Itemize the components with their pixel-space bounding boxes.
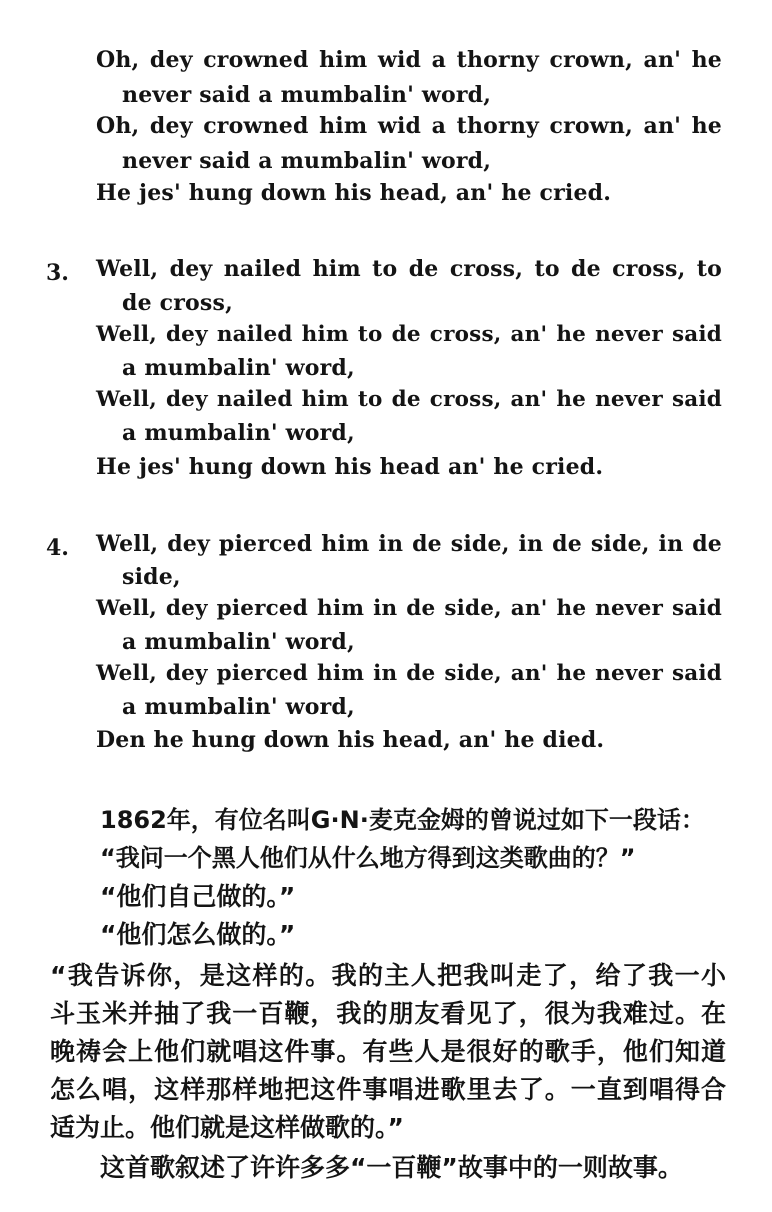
verse-line: a mumbalin' word, [122, 629, 355, 655]
verse-line: never said a mumbalin' word, [122, 82, 492, 108]
verse-line: Well, dey pierced him in de side, an' he never said [96, 661, 722, 686]
paragraph-line: 晚祷会上他们就唱这件事。有些人是很好的歌手，他们知道 [50, 1037, 726, 1066]
stanza-number: 3. [46, 260, 69, 286]
paragraph-line: 怎么唱，这样那样地把这件事唱进歌里去了。一直到唱得合 [50, 1075, 726, 1104]
paragraph-line: “他们怎么做的。” [100, 920, 296, 949]
verse-line: a mumbalin' word, [122, 694, 355, 720]
verse-line: Oh, dey crowned him wid a thorny crown, an' he [96, 47, 722, 73]
verse-line: He jes' hung down his head, an' he cried. [96, 180, 612, 206]
paragraph-line: 1862年，有位名叫G·N·麦克金姆的曾说过如下一段话： [100, 806, 705, 834]
paragraph-line: 斗玉米并抽了我一百鞭，我的朋友看见了，很为我难过。在 [50, 999, 726, 1028]
paragraph-line: “他们自己做的。” [100, 882, 296, 911]
paragraph-line: “我问一个黑人他们从什么地方得到这类歌曲的？” [100, 844, 636, 872]
verse-line: a mumbalin' word, [122, 355, 355, 381]
verse-line: Well, dey pierced him in de side, in de side, in de [96, 531, 722, 557]
verse-line: He jes' hung down his head an' he cried. [96, 454, 604, 480]
verse-line: de cross, [122, 290, 233, 316]
verse-line: Well, dey nailed him to de cross, an' he never said [96, 387, 722, 412]
paragraph-line: “我告诉你，是这样的。我的主人把我叫走了，给了我一小 [50, 961, 726, 990]
verse-line: side, [122, 564, 181, 590]
paragraph-line: 适为止。他们就是这样做歌的。” [50, 1113, 404, 1142]
paragraph-line: 这首歌叙述了许许多多“一百鞭”故事中的一则故事。 [100, 1153, 683, 1182]
verse-line: Well, dey nailed him to de cross, to de cross, to [96, 256, 722, 282]
stanza-number: 4. [46, 535, 69, 561]
verse-line: a mumbalin' word, [122, 420, 355, 446]
verse-line: Well, dey nailed him to de cross, an' he never said [96, 322, 722, 347]
verse-line: Den he hung down his head, an' he died. [96, 727, 605, 753]
verse-line: never said a mumbalin' word, [122, 148, 492, 174]
verse-line: Oh, dey crowned him wid a thorny crown, an' he [96, 113, 722, 139]
verse-line: Well, dey pierced him in de side, an' he never said [96, 596, 722, 621]
